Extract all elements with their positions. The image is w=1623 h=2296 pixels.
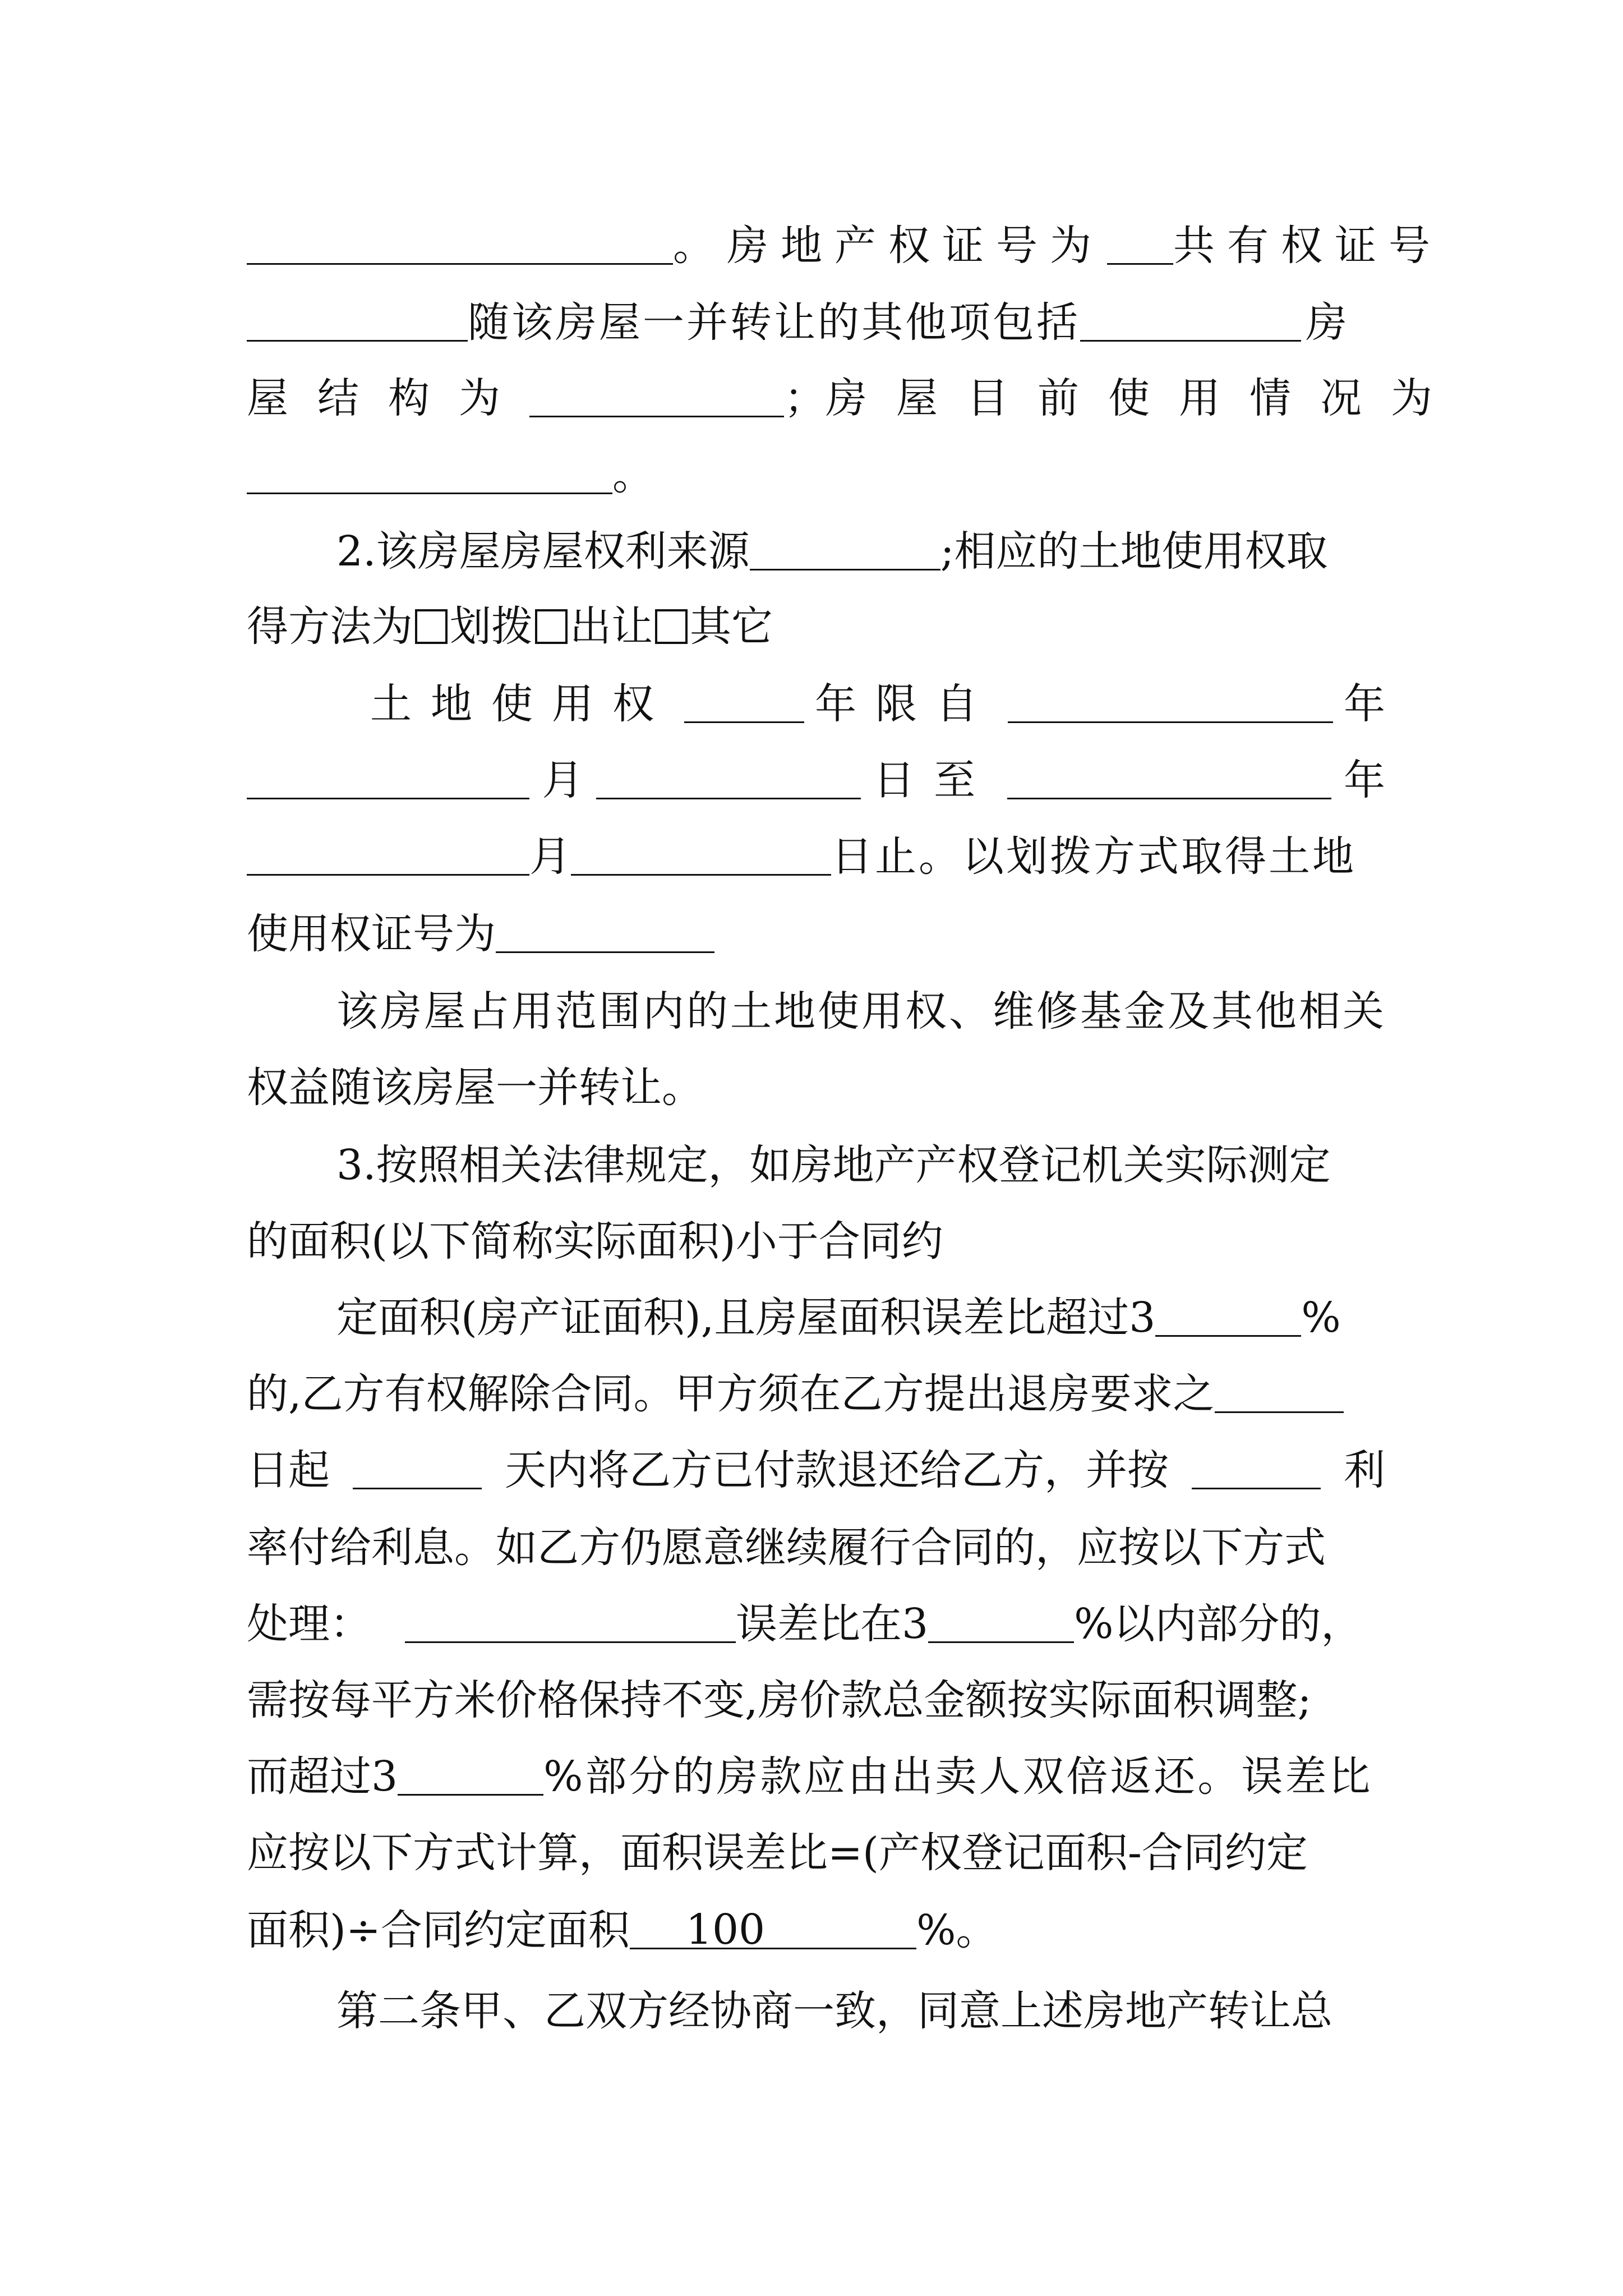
- fill-blank: [765, 1912, 916, 1949]
- text-span: %以内部分的，: [1074, 1600, 1363, 1648]
- text-span: 面积)÷合同约定面积: [247, 1906, 630, 1954]
- fill-blank: [750, 533, 940, 570]
- option-label: 划拨: [450, 602, 533, 651]
- text-span: 的面积(以下简称实际面积)小于合同约: [247, 1217, 943, 1266]
- fill-blank: [405, 1605, 736, 1643]
- text-line: [247, 367, 1461, 429]
- text-span: ；: [784, 374, 826, 422]
- text-line: [247, 444, 1385, 506]
- fill-blank: [398, 1758, 543, 1796]
- text-span: 使用权证号为: [247, 910, 496, 958]
- fill-blank: [247, 304, 468, 342]
- text-span: 月: [529, 832, 571, 881]
- text-line: [247, 1517, 1385, 1579]
- fill-blank: [928, 1605, 1074, 1643]
- text-line: [247, 1363, 1385, 1425]
- text-span: %部分的房款应由出卖人双倍返还。误差比: [543, 1752, 1373, 1801]
- text-span: 日至: [873, 756, 995, 804]
- text-span: 得方法为: [247, 602, 413, 651]
- text-span: 。: [612, 451, 654, 499]
- text-span: 月: [542, 756, 584, 804]
- fill-blank: [1007, 762, 1331, 799]
- text-span: 日起: [247, 1446, 330, 1494]
- option-label: 出让: [570, 602, 653, 651]
- text-span: 误差比在3: [736, 1600, 929, 1648]
- text-line: [247, 1746, 1385, 1807]
- filled-value: 100: [685, 1905, 766, 1954]
- text-span: 房屋目前使用情况为: [826, 374, 1461, 422]
- fill-blank: [1155, 1299, 1301, 1337]
- text-line: [247, 1057, 1385, 1119]
- fill-blank: [1192, 1452, 1321, 1489]
- text-line: [336, 521, 1385, 582]
- text-span: 定面积(房产证面积),且房屋面积误差比超过3: [336, 1294, 1156, 1342]
- text-span: 处理：: [247, 1600, 371, 1648]
- text-line: [247, 292, 1385, 353]
- fill-blank: [596, 762, 861, 799]
- checkbox-icon: [415, 609, 448, 644]
- text-span: 土地使用权: [370, 680, 673, 728]
- fill-blank: [1008, 685, 1333, 723]
- text-line: [247, 826, 1385, 887]
- text-line: [247, 1439, 1385, 1501]
- text-span: 随该房屋一并转让的其他项包括: [468, 298, 1080, 347]
- text-span: 该房屋占用范围内的土地使用权、维修基金及其他相关: [336, 987, 1386, 1036]
- fill-blank: [496, 915, 714, 953]
- text-span: 屋结构为: [247, 374, 529, 422]
- fill-blank: [684, 685, 804, 723]
- option-label: 其它: [690, 602, 773, 651]
- fill-blank: [1080, 304, 1301, 342]
- text-span: %。: [916, 1906, 998, 1954]
- text-line: [247, 1822, 1385, 1884]
- text-line: [247, 1669, 1385, 1731]
- fill-blank: [1107, 227, 1173, 265]
- text-span: 3.按照相关法律规定，如房地产产权登记机关实际测定: [336, 1141, 1331, 1189]
- text-line: [247, 903, 1385, 965]
- text-span: 。房地产权证号为: [673, 222, 1104, 270]
- text-span: 的,乙方有权解除合同。甲方须在乙方提出退房要求之: [247, 1370, 1215, 1418]
- text-span: 权益随该房屋一并转让。: [247, 1064, 703, 1112]
- checkbox-icon: [655, 609, 688, 644]
- text-line: [247, 1211, 1385, 1272]
- text-line: [370, 673, 1385, 735]
- text-span: 日止。以划拨方式取得土地: [831, 832, 1356, 881]
- text-line: [247, 596, 1385, 657]
- fill-blank: [571, 838, 831, 876]
- text-line: [336, 1980, 1385, 2042]
- text-span: %: [1301, 1294, 1341, 1342]
- text-span: 率付给利息。如乙方仍愿意继续履行合同的，应按以下方式: [247, 1524, 1326, 1572]
- fill-blank: [247, 762, 529, 799]
- fill-blank: [529, 380, 784, 417]
- text-span: ;相应的土地使用权取: [940, 527, 1328, 576]
- text-span: 房: [1306, 298, 1347, 347]
- text-line: [336, 981, 1385, 1042]
- checkbox-icon: [535, 609, 568, 644]
- fill-blank: [247, 838, 529, 876]
- text-line: [247, 1593, 1385, 1655]
- text-span: 第二条甲、乙双方经协商一致，同意上述房地产转让总: [336, 1987, 1332, 2035]
- text-line: [247, 215, 1442, 277]
- text-span: 应按以下方式计算，面积误差比=(产权登记面积-合同约定: [247, 1829, 1308, 1877]
- fill-blank: [247, 227, 673, 265]
- fill-blank: [247, 457, 612, 494]
- text-line: [336, 1134, 1385, 1196]
- text-line: [247, 1899, 1385, 1961]
- text-span: 而超过3: [247, 1752, 398, 1801]
- text-span: 天内将乙方已付款退还给乙方，并按: [505, 1446, 1169, 1494]
- text-line: [247, 749, 1385, 811]
- text-span: 年: [1343, 756, 1385, 804]
- text-span: 利: [1344, 1446, 1385, 1494]
- text-span: 年: [1344, 680, 1385, 728]
- fill-blank: [353, 1452, 482, 1489]
- text-span: 2.该房屋房屋权利来源: [336, 527, 750, 576]
- fill-blank: [630, 1912, 686, 1949]
- text-span: 年限自: [815, 680, 997, 728]
- text-line: [336, 1287, 1385, 1349]
- text-span: 需按每平方米价格保持不变,房价款总金额按实际面积调整;: [247, 1676, 1312, 1724]
- fill-blank: [1215, 1375, 1344, 1413]
- text-span: 共有权证号: [1173, 222, 1442, 270]
